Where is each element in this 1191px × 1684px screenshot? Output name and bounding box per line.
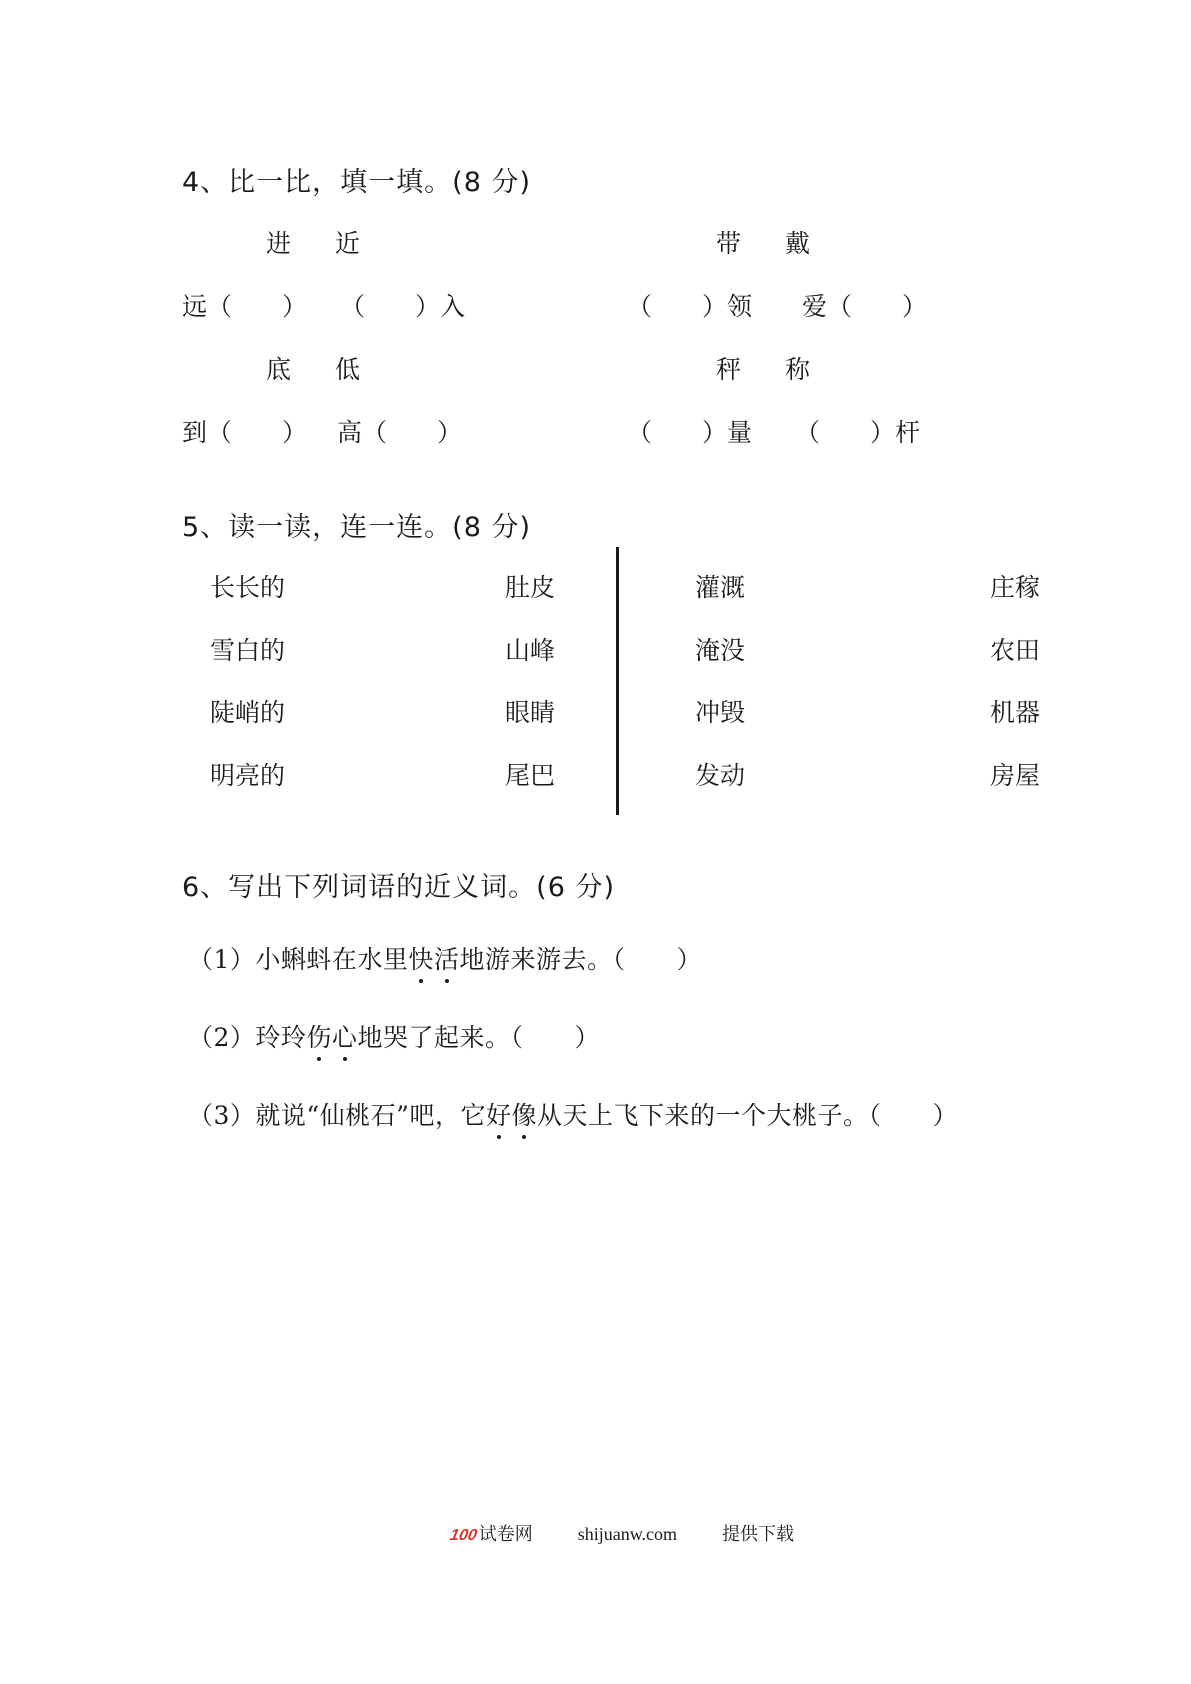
q6-s3-pre: （3）就说“仙桃石”吧，它 [188, 1101, 486, 1130]
site-logo-icon: 100 [448, 1527, 479, 1544]
q4-group1-pair [266, 224, 386, 260]
q5-left-a-4[interactable]: 明亮的 [210, 761, 286, 790]
q5-left-a-3[interactable]: 陡峭的 [210, 698, 286, 727]
q4-group2-pair [716, 224, 836, 260]
q4-title: 4、比一比，填一填。(8 分) [182, 167, 532, 198]
q5-divider [616, 547, 619, 815]
q4-group2-char2: 戴 [785, 229, 811, 258]
q4-group3-pair [266, 350, 386, 386]
q4-group1-char2: 近 [335, 229, 361, 258]
q4-group3-blank1[interactable]: 到（ ） [182, 418, 308, 447]
q4-group2-blank1[interactable]: （ ）领 [627, 292, 753, 321]
q5-left-b-4[interactable]: 尾巴 [505, 761, 556, 790]
q4-group3-blank2[interactable]: 高（ ） [337, 418, 463, 447]
q5-right-a-1[interactable]: 灌溉 [695, 573, 746, 602]
q6-s3-mark1: 好 [486, 1096, 512, 1132]
footer [450, 1520, 794, 1546]
q5-left-a-2[interactable]: 雪白的 [210, 636, 286, 665]
q6-sentence-3 [188, 1096, 958, 1132]
q6-s1-pre: （1）小蝌蚪在水里 [188, 945, 409, 974]
q4-group3-char1: 底 [266, 355, 292, 384]
q4-group4-blank2[interactable]: （ ）杆 [795, 418, 921, 447]
q6-s1-mark1: 快 [408, 940, 434, 976]
q4-group1-blank2[interactable]: （ ）入 [340, 292, 466, 321]
q4-group4-char1: 秤 [716, 355, 742, 384]
footer-url[interactable]: shijuanw.com [577, 1524, 678, 1544]
q4-group4-char2: 称 [785, 355, 811, 384]
q5-title: 5、读一读，连一连。(8 分) [182, 512, 532, 543]
q6-s3-post[interactable]: 从天上飞下来的一个大桃子。（ ） [537, 1101, 959, 1130]
q4-group2-char1: 带 [716, 229, 742, 258]
q5-right-b-1[interactable]: 庄稼 [990, 573, 1041, 602]
q4-group4-pair [716, 350, 836, 386]
q6-s2-post[interactable]: 地哭了起来。（ ） [357, 1023, 600, 1052]
q5-right-b-3[interactable]: 机器 [990, 698, 1041, 727]
q6-s2-mark2: 心 [332, 1018, 358, 1054]
q5-right-a-2[interactable]: 淹没 [695, 636, 746, 665]
q6-s2-mark1: 伤 [306, 1018, 332, 1054]
q6-s1-post[interactable]: 地游来游去。（ ） [459, 945, 702, 974]
q6-s2-pre: （2）玲玲 [188, 1023, 307, 1052]
q4-group1-char1: 进 [266, 229, 292, 258]
q5-left-b-3[interactable]: 眼睛 [505, 698, 556, 727]
q5-right-b-4[interactable]: 房屋 [990, 761, 1041, 790]
footer-site-name: 试卷网 [478, 1524, 533, 1544]
q4-group4-blank1[interactable]: （ ）量 [627, 418, 753, 447]
q6-s1-mark2: 活 [434, 940, 460, 976]
footer-tail: 提供下载 [722, 1524, 795, 1544]
q4-group2-blank2[interactable]: 爱（ ） [802, 292, 928, 321]
q4-group1-blank1[interactable]: 远（ ） [182, 292, 308, 321]
q6-title: 6、写出下列词语的近义词。(6 分) [182, 872, 616, 903]
q5-left-b-2[interactable]: 山峰 [505, 636, 556, 665]
q5-left-b-1[interactable]: 肚皮 [505, 573, 556, 602]
q5-right-a-3[interactable]: 冲毁 [695, 698, 746, 727]
q6-sentence-2 [188, 1018, 600, 1054]
q6-s3-mark2: 像 [511, 1096, 537, 1132]
q5-right-b-2[interactable]: 农田 [990, 636, 1041, 665]
q6-sentence-1 [188, 940, 702, 976]
q5-left-a-1[interactable]: 长长的 [210, 573, 286, 602]
q5-right-a-4[interactable]: 发动 [695, 761, 746, 790]
q4-group3-char2: 低 [335, 355, 361, 384]
